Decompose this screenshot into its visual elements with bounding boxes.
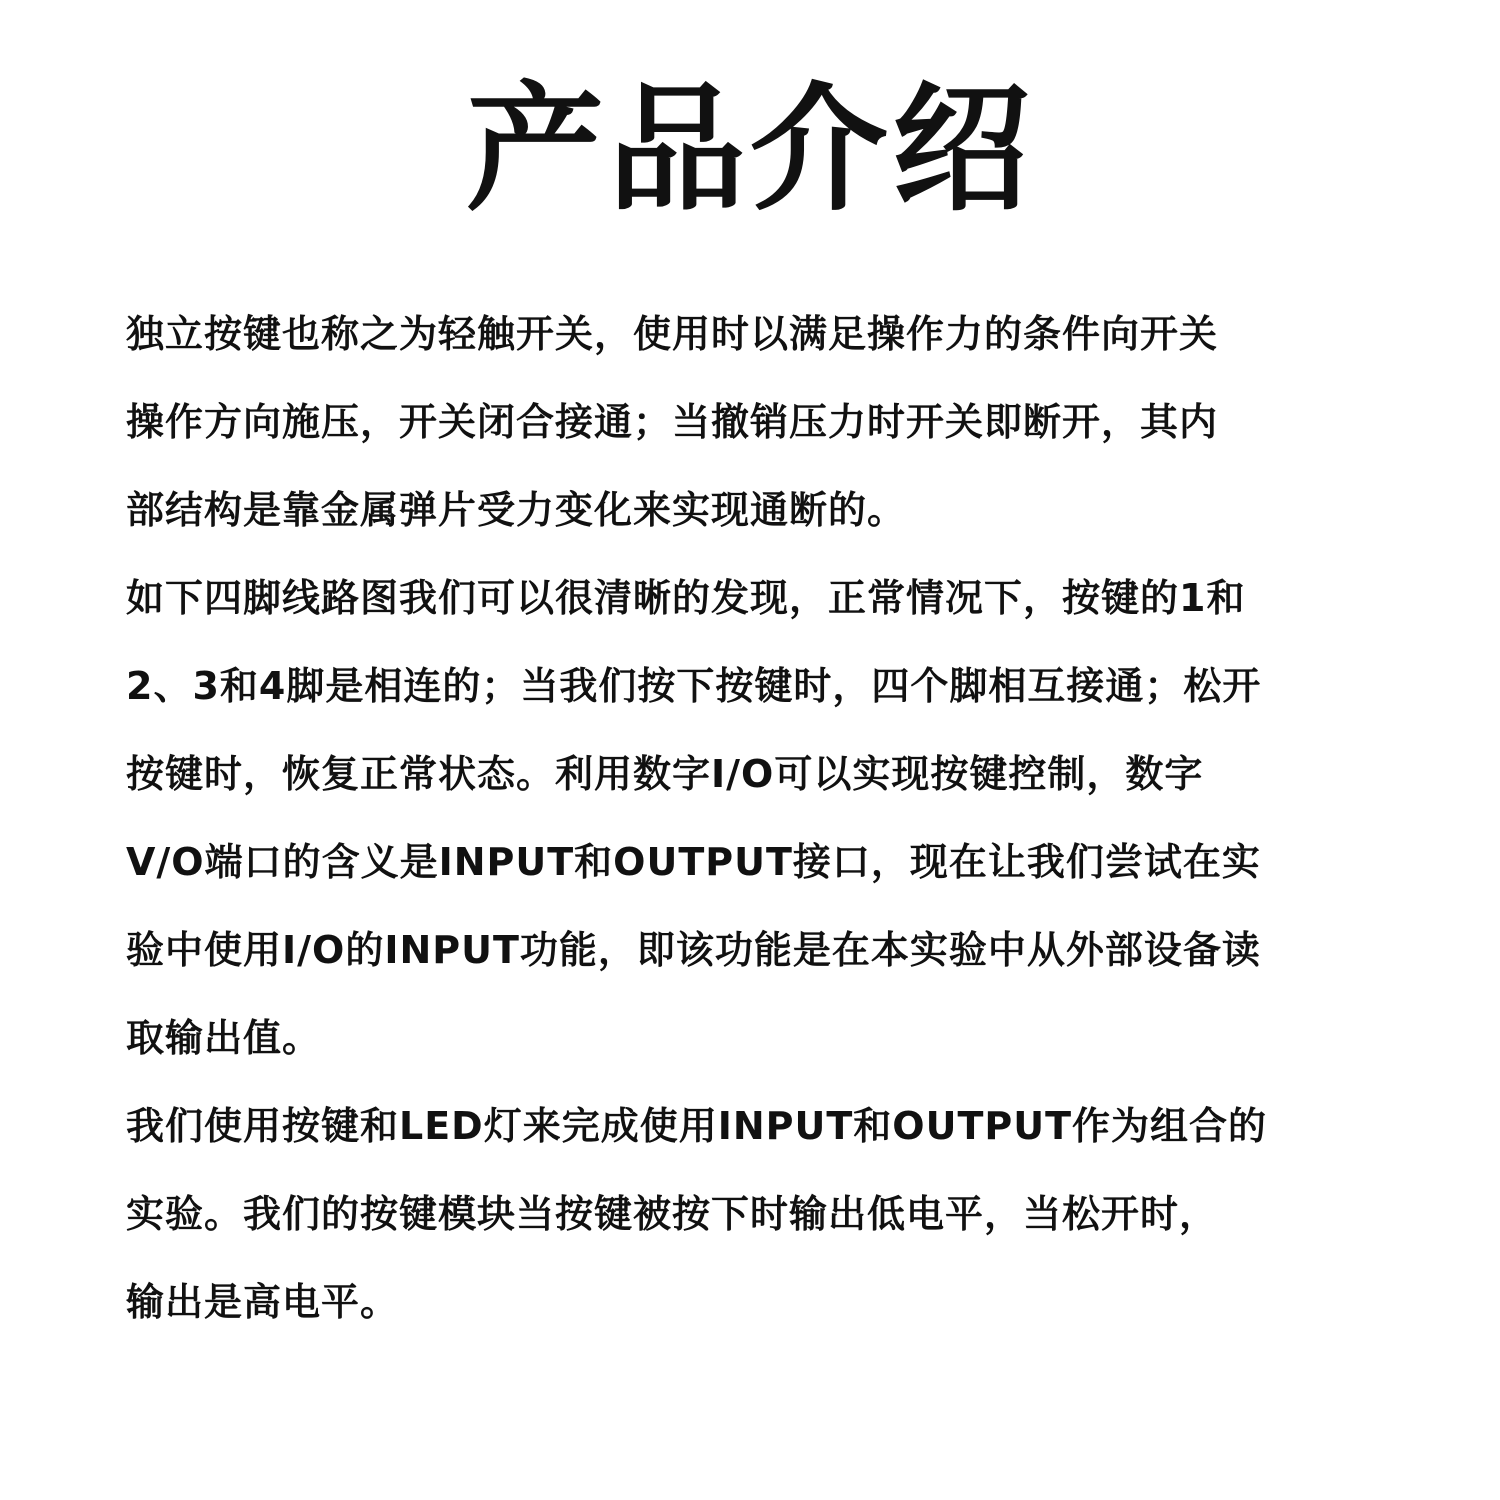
- text-line: 独立按键也称之为轻触开关，使用时以满足操作力的条件向开关: [126, 312, 1219, 356]
- text-line: 实验。我们的按键模块当按键被按下时输出低电平，当松开时，: [126, 1192, 1219, 1236]
- text-line: 取输出值。: [126, 1016, 322, 1060]
- text-line: 部结构是靠金属弹片受力变化来实现通断的。: [126, 488, 907, 532]
- body-text: [126, 290, 1386, 1346]
- text-line: 我们使用按键和LED灯来完成使用INPUT和OUTPUT作为组合的: [126, 1104, 1267, 1148]
- text-line: 输出是高电平。: [126, 1280, 400, 1324]
- text-line: 验中使用I/O的INPUT功能，即该功能是在本实验中从外部设备读: [126, 928, 1261, 972]
- text-line: V/O端口的含义是INPUT和OUTPUT接口，现在让我们尝试在实: [126, 840, 1261, 884]
- text-line: 如下四脚线路图我们可以很清晰的发现，正常情况下，按键的1和: [126, 576, 1246, 620]
- page-title: 产品介绍: [465, 69, 1034, 230]
- text-line: 按键时，恢复正常状态。利用数字I/O可以实现按键控制，数字: [126, 752, 1204, 796]
- text-line: 2、3和4脚是相连的；当我们按下按键时，四个脚相互接通；松开: [126, 664, 1262, 708]
- text-line: 操作方向施压，开关闭合接通；当撤销压力时开关即断开，其内: [126, 400, 1219, 444]
